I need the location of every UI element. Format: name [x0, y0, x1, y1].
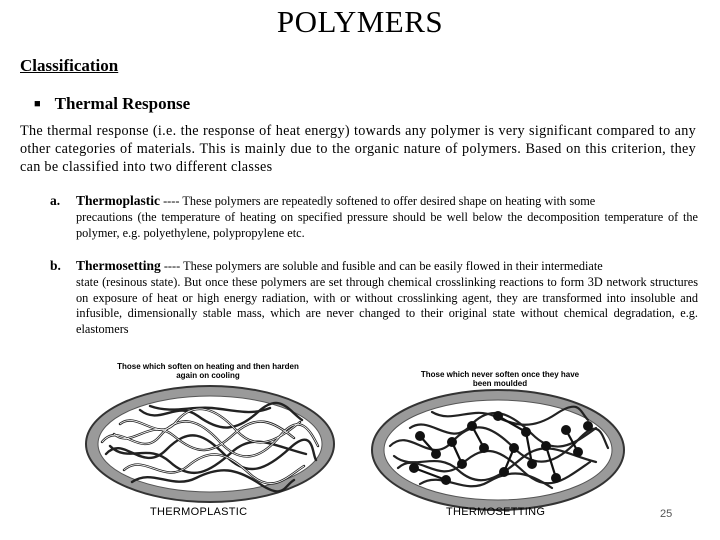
right-caption-line-2: been moulded — [472, 379, 528, 388]
section-heading: Classification — [20, 56, 119, 75]
item-label: a. — [50, 193, 61, 208]
subsection-heading — [34, 94, 190, 114]
item-dash: ---- — [163, 259, 181, 273]
thermosetting-diagram — [372, 390, 624, 510]
thermosetting-label: THERMOSETTING — [446, 506, 546, 518]
page-title: POLYMERS — [276, 4, 444, 39]
page-number: 25 — [660, 508, 673, 520]
item-text-first: These polymers are repeatedly softened to offer desired shape on heating with some — [182, 194, 596, 208]
item-text-first: These polymers are soluble and fusible and can be easily flowed in their intermediate — [183, 259, 603, 273]
polymer-structure-figure — [80, 350, 640, 522]
thermoplastic-diagram — [86, 386, 334, 502]
item-label: b. — [50, 258, 61, 273]
list-item-thermoplastic — [50, 193, 698, 241]
thermoplastic-label: THERMOPLASTIC — [150, 506, 248, 518]
intro-paragraph: The thermal response (i.e. the response of heat energy) towards any polymer is very significant compared to any other categories of materials. This is mainly due to the organic nature of polymers. Based on this criterion, they can be classified into two different classes — [20, 123, 696, 175]
item-term: Thermoplastic — [76, 193, 160, 208]
item-term: Thermosetting — [76, 258, 161, 273]
item-dash: ---- — [163, 194, 180, 208]
list-item-thermosetting — [50, 258, 698, 338]
item-text-rest: state (resinous state). But once these polymers are set through chemical crosslinking reactions to form 3D network structures on exposure of heat or high energy radiation, with or without crosslinking agent, they are transformed into insoluble and infusible, dimensionally stable mass, which are never changed to their original state without chemical degradation, e.g. elastomers — [76, 274, 698, 337]
item-text-rest: precautions (the temperature of heating on specified pressure should be well below the decomposition temperature of the polymer, e.g. polyethylene, polypropylene etc. — [76, 209, 698, 240]
left-caption-line-2: again on cooling — [176, 371, 240, 380]
subsection-title: Thermal Response — [54, 94, 191, 113]
square-bullet-icon: ■ — [34, 98, 41, 110]
left-caption-line-1: Those which soften on heating and then harden — [117, 362, 299, 371]
right-caption-line-1: Those which never soften once they have — [420, 370, 580, 379]
